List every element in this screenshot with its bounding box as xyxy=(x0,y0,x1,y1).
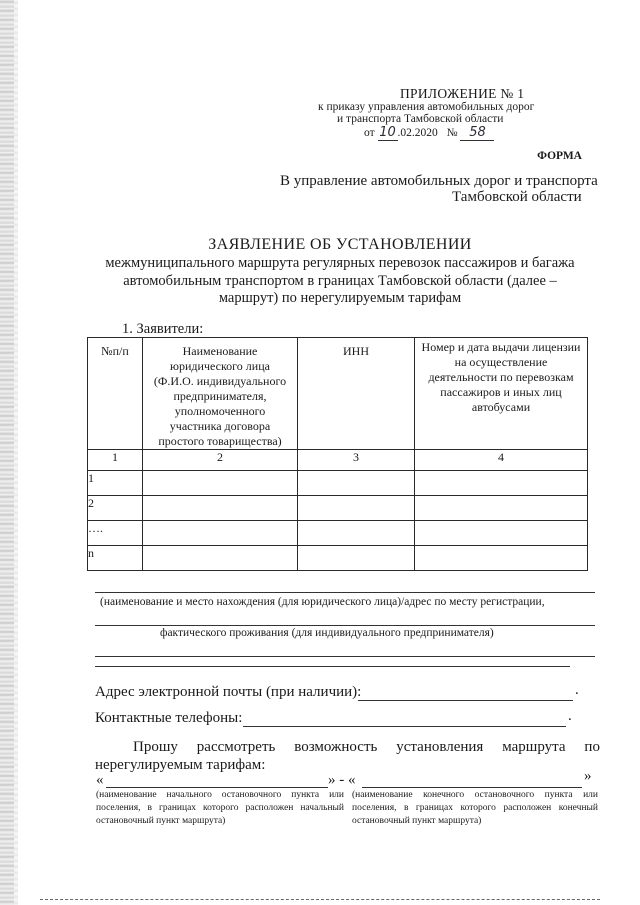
appendix-order-line: к приказу управления автомобильных дорог xyxy=(318,101,535,113)
request-word: установления xyxy=(396,739,484,755)
order-number-label: № xyxy=(446,127,458,139)
date-prefix: от xyxy=(364,127,375,139)
date-month-year: .02.2020 xyxy=(397,127,438,139)
table-cell[interactable] xyxy=(143,471,298,496)
request-word: рассмотреть xyxy=(196,739,276,755)
email-input-line[interactable] xyxy=(358,700,573,701)
appendix-title: ПРИЛОЖЕНИЕ № 1 xyxy=(400,86,525,101)
addressee-line-2: Тамбовской области xyxy=(452,189,582,205)
scan-edge-shadow xyxy=(14,0,18,905)
column-number-3: 3 xyxy=(298,450,415,471)
header-legal-name: Наименование юридического лица (Ф.И.О. индивидуального предпринимателя, уполномоченного участника договора простого товарищества) xyxy=(143,338,298,450)
header-inn: ИНН xyxy=(298,338,415,450)
table-cell[interactable] xyxy=(298,546,415,571)
extra-input-line-1[interactable] xyxy=(95,656,595,657)
column-number-4: 4 xyxy=(415,450,588,471)
table-cell[interactable] xyxy=(298,471,415,496)
header-number: №п/п xyxy=(88,338,143,450)
table-row xyxy=(88,496,588,521)
table-cell[interactable] xyxy=(298,496,415,521)
table-cell[interactable] xyxy=(415,521,588,546)
column-number-1: 1 xyxy=(88,450,143,471)
addressee-line-1: В управление автомобильных дорог и транспорта xyxy=(280,173,598,189)
quote-separator: » - « xyxy=(328,772,356,788)
subtitle-line-3: маршрут) по нерегулируемым тарифам xyxy=(218,290,462,306)
scan-edge-artifact xyxy=(0,0,14,905)
start-point-caption: (наименование начального остановочного пункта или поселения, в границах которого расположен начальный остановочный пункт маршрута) xyxy=(96,790,344,826)
table-row xyxy=(88,546,588,571)
extra-input-line-2[interactable] xyxy=(95,666,570,667)
column-number-2: 2 xyxy=(143,450,298,471)
name-location-input-line[interactable] xyxy=(95,592,595,593)
applicants-label: 1. Заявители: xyxy=(122,321,204,337)
table-cell[interactable] xyxy=(143,496,298,521)
name-location-caption: (наименование и место нахождения (для юридического лица)/адрес по месту регистрации, xyxy=(100,596,545,608)
phones-label: Контактные телефоны: xyxy=(95,710,243,726)
request-line-1 xyxy=(95,739,600,756)
row-index: 2 xyxy=(88,496,143,521)
email-label: Адрес электронной почты (при наличии): xyxy=(95,684,362,700)
request-word: маршрута xyxy=(502,739,566,755)
row-index: …. xyxy=(88,521,143,546)
email-end-dot: . xyxy=(575,682,579,698)
table-cell[interactable] xyxy=(298,521,415,546)
request-word: по xyxy=(584,739,600,755)
table-cell[interactable] xyxy=(415,471,588,496)
phones-end-dot: . xyxy=(568,708,572,724)
table-cell[interactable] xyxy=(415,546,588,571)
row-index: 1 xyxy=(88,471,143,496)
header-license: Номер и дата выдачи лицензии на осуществление деятельности по перевозкам пассажиров и иных лиц автобусами xyxy=(415,338,588,450)
request-word: Прошу xyxy=(133,739,178,755)
subtitle-line-2: автомобильным транспортом в границах Тамбовской области (далее – xyxy=(123,272,557,289)
table-row xyxy=(88,521,588,546)
appendix-date-line xyxy=(364,125,494,141)
address-input-line[interactable] xyxy=(95,625,595,626)
subtitle-line-1: межмуниципального маршрута регулярных перевозок пассажиров и багажа xyxy=(105,255,575,271)
document-subtitle xyxy=(95,255,585,308)
actual-residence-caption: фактического проживания (для индивидуального предпринимателя) xyxy=(160,627,494,639)
table-row xyxy=(88,471,588,496)
appendix-department-line: и транспорта Тамбовской области xyxy=(337,113,504,125)
end-point-caption: (наименование конечного остановочного пункта или поселения, в границах которого расположен конечный остановочный пункт маршрута) xyxy=(352,790,598,826)
table-numbering-row xyxy=(88,450,588,471)
table-cell[interactable] xyxy=(143,521,298,546)
request-word: возможность xyxy=(294,739,378,755)
table-header-row xyxy=(88,338,588,450)
table-cell[interactable] xyxy=(415,496,588,521)
end-point-input-line[interactable] xyxy=(362,787,582,788)
page-bottom-edge xyxy=(40,899,600,900)
date-day-handwritten: 10 xyxy=(379,125,396,140)
request-line-2: нерегулируемым тарифам: xyxy=(95,757,266,773)
form-label: ФОРМА xyxy=(537,150,582,162)
applicants-table xyxy=(87,337,588,571)
quote-open: « xyxy=(96,772,104,788)
order-number-handwritten: 58 xyxy=(460,125,494,141)
quote-close: » xyxy=(584,768,592,784)
phones-input-line[interactable] xyxy=(243,726,566,727)
table-cell[interactable] xyxy=(143,546,298,571)
document-title: ЗАЯВЛЕНИЕ ОБ УСТАНОВЛЕНИИ xyxy=(208,236,472,253)
start-point-input-line[interactable] xyxy=(106,787,328,788)
row-index: n xyxy=(88,546,143,571)
